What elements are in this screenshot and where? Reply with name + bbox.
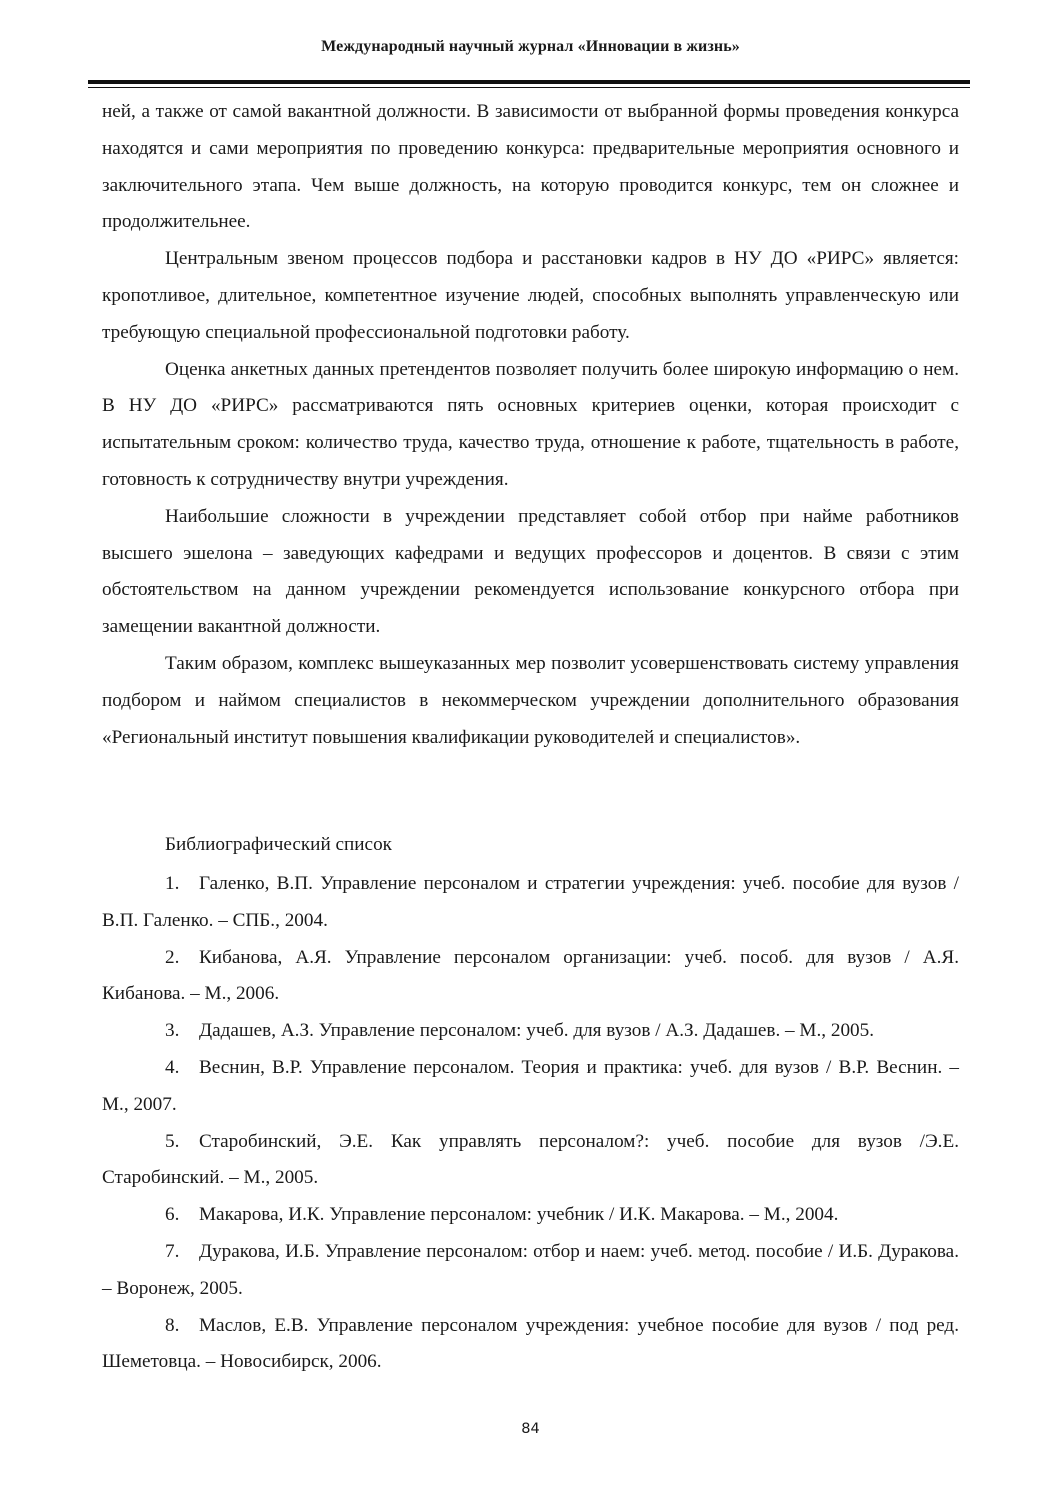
bibliography-item-number: 5.	[165, 1130, 180, 1152]
bibliography-item	[102, 866, 959, 940]
bibliography-item-number: 1.	[165, 873, 180, 894]
journal-header: Международный научный журнал «Инновации в жизнь»	[321, 38, 740, 55]
bibliography-item-text: Галенко, В.П. Управление персоналом и стратегии учреждения: учеб. пособие для вузов / В.П. Галенко. – СПБ., 2004.	[102, 873, 959, 931]
header-rule-thick	[88, 80, 970, 84]
bibliography-item-number: 4.	[165, 1056, 180, 1078]
bibliography-item-text: Макарова, И.К. Управление персоналом: учебник / И.К. Макарова. – М., 2004.	[199, 1204, 839, 1226]
paragraph: Оценка анкетных данных претендентов позволяет получить более широкую информацию о нем. В НУ ДО «РИРС» рассматриваются пять основных критериев оценки, которая происходит с испытательным сроком: количество труда, качество труда, отношение к работе, тщательность в работе, готовность к сотрудничеству внутри учреждения.	[102, 358, 959, 490]
bibliography-item-number: 6.	[165, 1204, 180, 1226]
bibliography-item-number: 3.	[165, 1020, 180, 1042]
bibliography-item-text: Дуракова, И.Б. Управление персоналом: отбор и наем: учеб. метод. пособие / И.Б. Дуракова. – Воронеж, 2005.	[102, 1240, 959, 1299]
bibliography-item	[102, 1050, 959, 1124]
bibliography-item	[102, 1234, 959, 1308]
paragraph: Наибольшие сложности в учреждении представляет собой отбор при найме работников высшего эшелона – заведующих кафедрами и ведущих профессоров и доцентов. В связи с этим обстоятельством на данном учреждении рекомендуется использование конкурсного отбора при замещении вакантной должности.	[102, 505, 959, 638]
bibliography-item-number: 2.	[165, 946, 180, 968]
page-number: 84	[521, 1421, 540, 1437]
bibliography-item	[102, 1308, 959, 1382]
bibliography-item	[102, 1197, 959, 1234]
bibliography-item	[102, 940, 959, 1014]
paragraph: Центральным звеном процессов подбора и расстановки кадров в НУ ДО «РИРС» является: кропотливое, длительное, компетентное изучение людей, способных выполнять управленческую или требующую специальной профессиональной подготовки работу.	[102, 248, 959, 343]
bibliography-item-text: Кибанова, А.Я. Управление персоналом организации: учеб. пособ. для вузов / А.Я. Кибанова. – М., 2006.	[102, 946, 959, 1005]
article-body	[102, 94, 959, 756]
paragraph-continuation: ней, а также от самой вакантной должности. В зависимости от выбранной формы проведения конкурса находятся и сами мероприятия по проведению конкурса: предварительные мероприятия основного и заключительного этапа. Чем выше должность, на которую проводится конкурс, тем он сложнее и продолжительнее.	[102, 101, 959, 233]
header-rule-thin	[88, 87, 970, 88]
bibliography-item-number: 8.	[165, 1314, 180, 1336]
bibliography-item	[102, 1124, 959, 1198]
bibliography-list	[102, 866, 959, 1381]
bibliography-item-number: 7.	[165, 1240, 180, 1262]
bibliography-item-text: Дадашев, А.З. Управление персоналом: учеб. для вузов / А.З. Дадашев. – М., 2005.	[199, 1020, 875, 1042]
bibliography-item-text: Старобинский, Э.Е. Как управлять персоналом?: учеб. пособие для вузов /Э.Е. Старобинский. – М., 2005.	[102, 1130, 959, 1189]
paragraph: Таким образом, комплекс вышеуказанных мер позволит усовершенствовать систему управления подбором и наймом специалистов в некоммерческом учреждении дополнительного образования «Региональный институт повышения квалификации руководителей и специалистов».	[102, 652, 959, 748]
bibliography-item-text: Маслов, Е.В. Управление персоналом учреждения: учебное пособие для вузов / под ред. Шеметовца. – Новосибирск, 2006.	[102, 1314, 959, 1373]
bibliography-item	[102, 1013, 959, 1050]
bibliography-item-text: Веснин, В.Р. Управление персоналом. Теория и практика: учеб. для вузов / В.Р. Веснин. – М., 2007.	[102, 1056, 959, 1115]
bibliography-title: Библиографический список	[165, 834, 392, 855]
